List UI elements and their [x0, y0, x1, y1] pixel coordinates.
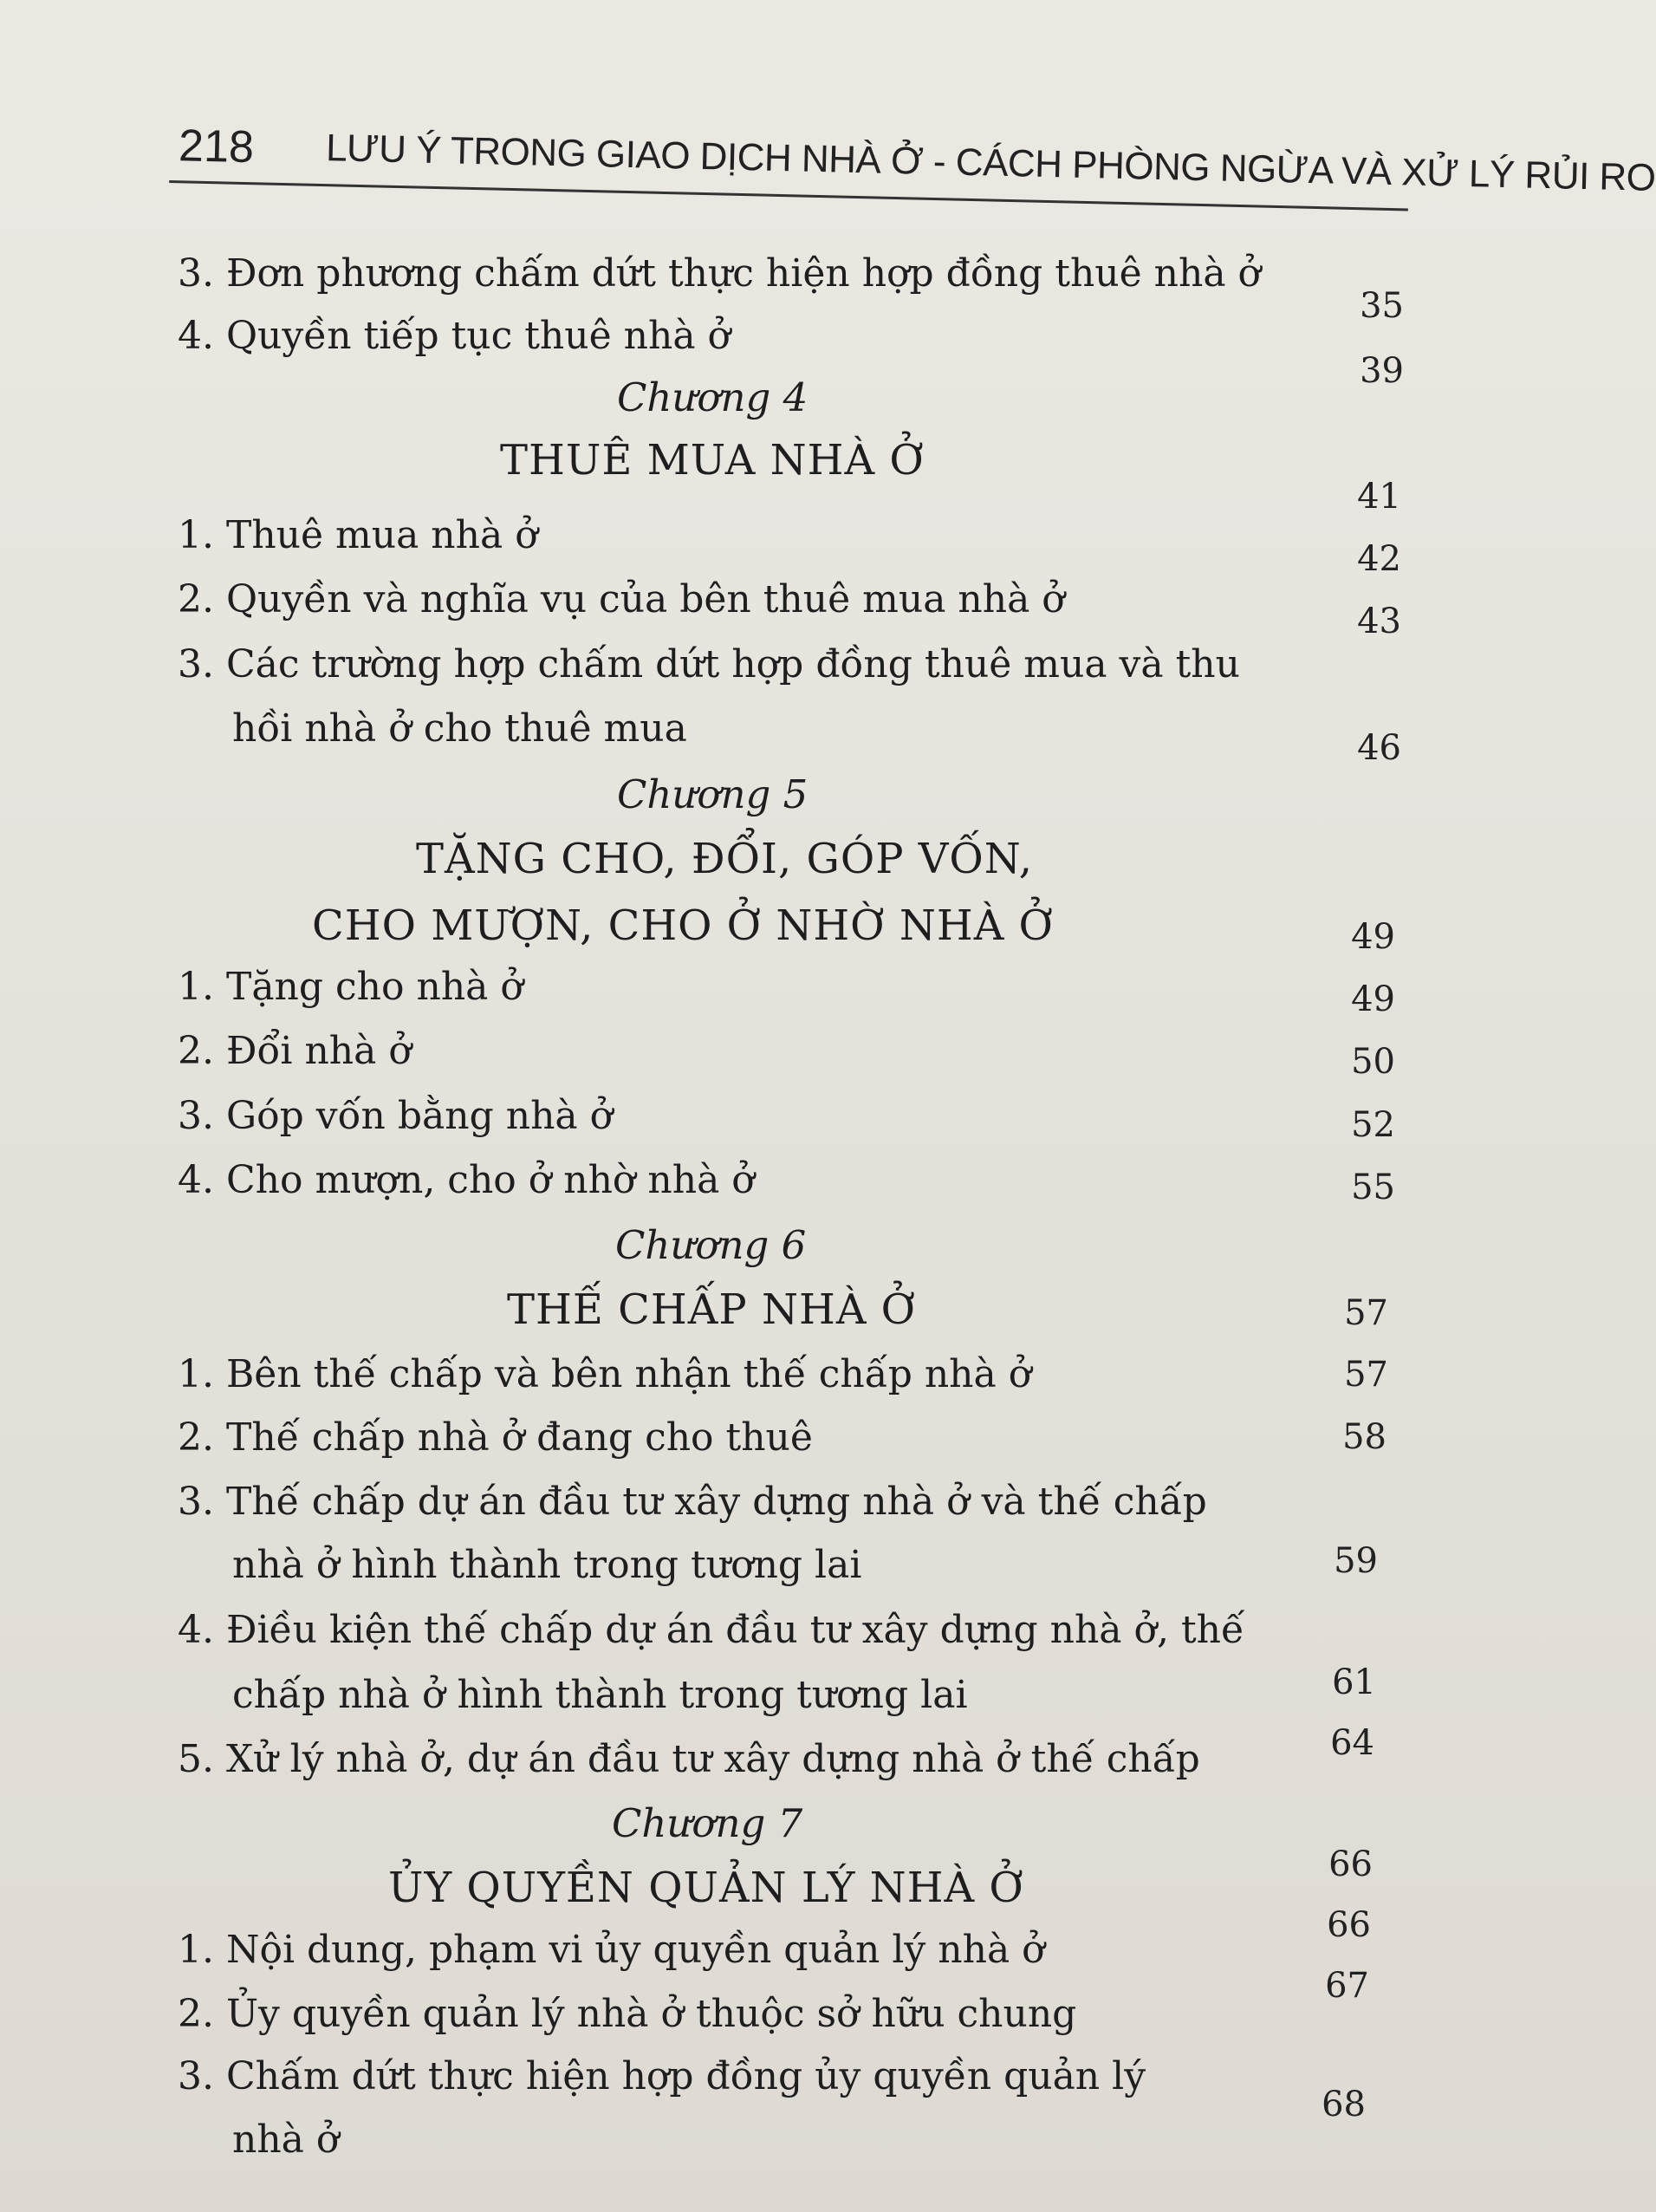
toc-item: 2. Đổi nhà ở [178, 1029, 412, 1073]
toc-item: 3. Góp vốn bằng nhà ở [178, 1094, 614, 1138]
page-ref: 58 [1342, 1417, 1386, 1457]
chapter-label: Chương 5 [617, 771, 809, 817]
page-ref: 66 [1328, 1844, 1373, 1884]
page-ref: 67 [1325, 1966, 1369, 2006]
toc-item: 1. Nội dung, phạm vi ủy quyền quản lý nhà ở [178, 1928, 1045, 1972]
toc-item: 3. Thế chấp dự án đầu tư xây dựng nhà ở và thế chấp [178, 1480, 1207, 1524]
page-ref: 59 [1334, 1541, 1378, 1581]
page-ref: 52 [1351, 1105, 1395, 1145]
chapter-label: Chương 6 [615, 1222, 807, 1268]
page-ref: 49 [1351, 979, 1395, 1019]
toc-item: 2. Ủy quyền quản lý nhà ở thuộc sở hữu chung [178, 1992, 1077, 2036]
running-title: LƯU Ý TRONG GIAO DỊCH NHÀ Ở - CÁCH PHÒNG NGỪA VÀ XỬ LÝ RỦI RO [325, 127, 1656, 199]
toc-item: 3. Đơn phương chấm dứt thực hiện hợp đồng thuê nhà ở [178, 251, 1262, 296]
chapter-title: TẶNG CHO, ĐỔI, GÓP VỐN, [416, 835, 1033, 883]
page-ref: 46 [1357, 728, 1401, 768]
toc-item: 2. Thế chấp nhà ở đang cho thuê [178, 1415, 813, 1460]
toc-item: 1. Bên thế chấp và bên nhận thế chấp nhà ở [178, 1352, 1032, 1396]
chapter-label: Chương 7 [612, 1800, 803, 1846]
page-ref: 64 [1330, 1723, 1374, 1763]
toc-item-continued: nhà ở hình thành trong tương lai [232, 1543, 862, 1587]
page-ref: 42 [1357, 539, 1401, 579]
page-ref: 39 [1360, 351, 1404, 391]
page-ref: 61 [1332, 1662, 1376, 1702]
page-ref: 43 [1357, 602, 1401, 641]
chapter-title: THUÊ MUA NHÀ Ở [500, 436, 925, 485]
page-ref: 57 [1344, 1293, 1388, 1333]
toc-item: 1. Tặng cho nhà ở [178, 965, 523, 1009]
toc-item: 4. Quyền tiếp tục thuê nhà ở [178, 314, 731, 358]
page-ref: 66 [1327, 1905, 1371, 1945]
toc-item-continued: hồi nhà ở cho thuê mua [232, 706, 687, 751]
toc-item: 3. Chấm dứt thực hiện hợp đồng ủy quyền quản lý [178, 2054, 1146, 2098]
page-ref: 57 [1344, 1355, 1388, 1395]
page-number: 218 [178, 120, 255, 173]
chapter-title: THẾ CHẤP NHÀ Ở [507, 1285, 917, 1334]
page-ref: 50 [1351, 1042, 1395, 1082]
page-ref: 49 [1351, 917, 1395, 957]
page-ref: 68 [1322, 2085, 1366, 2124]
chapter-title: ỦY QUYỀN QUẢN LÝ NHÀ Ở [388, 1864, 1024, 1912]
page-ref: 41 [1357, 477, 1401, 517]
toc-item: 4. Điều kiện thế chấp dự án đầu tư xây dựng nhà ở, thế [178, 1608, 1245, 1652]
toc-item-continued: nhà ở [232, 2118, 340, 2162]
toc-item: 3. Các trường hợp chấm dứt hợp đồng thuê mua và thu [178, 642, 1240, 686]
page-ref: 35 [1360, 286, 1404, 326]
chapter-title: CHO MƯỢN, CHO Ở NHỜ NHÀ Ở [312, 901, 1054, 950]
chapter-label: Chương 4 [617, 374, 809, 420]
toc-item: 4. Cho mượn, cho ở nhờ nhà ở [178, 1158, 755, 1202]
page-ref: 55 [1351, 1168, 1395, 1207]
toc-item: 1. Thuê mua nhà ở [178, 513, 538, 557]
toc-item: 2. Quyền và nghĩa vụ của bên thuê mua nhà ở [178, 577, 1065, 621]
toc-item-continued: chấp nhà ở hình thành trong tương lai [232, 1673, 968, 1717]
toc-item: 5. Xử lý nhà ở, dự án đầu tư xây dựng nhà ở thế chấp [178, 1737, 1200, 1781]
